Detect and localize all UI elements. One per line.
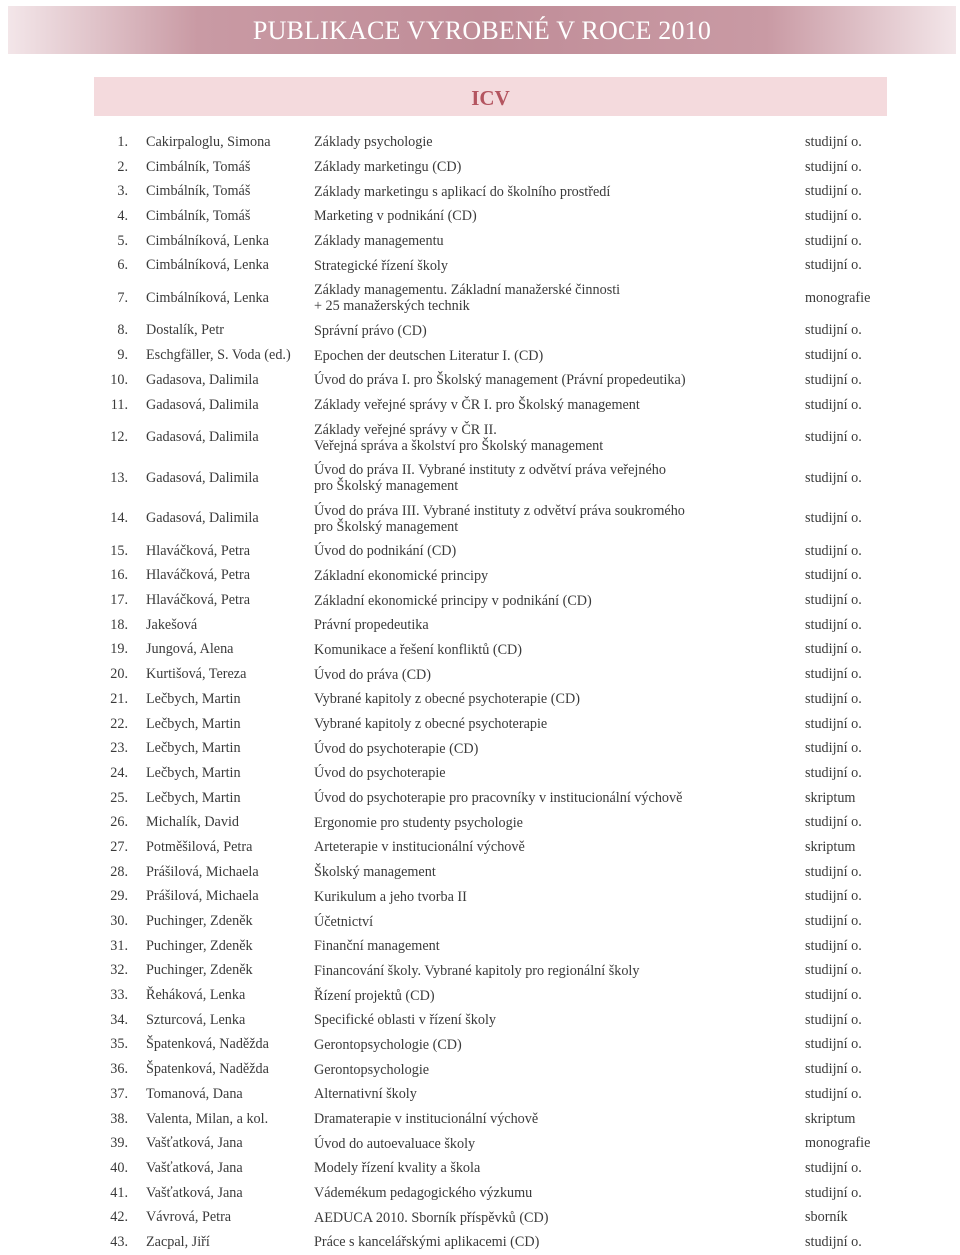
publication-number: 1. <box>117 133 128 150</box>
publication-number: 8. <box>117 322 128 339</box>
publication-row <box>0 959 960 984</box>
section-title: ICV <box>471 86 510 110</box>
publication-author: Řeháková, Lenka <box>146 987 246 1004</box>
publication-number: 17. <box>110 592 128 609</box>
publication-row <box>0 229 960 254</box>
publication-type: studijní o. <box>805 962 862 979</box>
publication-author: Lečbych, Martin <box>146 764 241 781</box>
publication-type: studijní o. <box>805 207 862 224</box>
publication-title: Základní ekonomické principy v podnikání (CD) <box>314 592 592 609</box>
publication-title-line-1: Základy veřejné správy v ČR II. <box>314 421 497 438</box>
publication-title-line-2: pro Školský management <box>314 478 459 495</box>
publication-author: Cimbálníková, Lenka <box>146 257 269 274</box>
publication-row <box>0 687 960 712</box>
publication-author: Tomanová, Dana <box>146 1085 243 1102</box>
publication-number: 15. <box>110 542 128 559</box>
publication-author: Puchinger, Zdeněk <box>146 937 253 954</box>
publication-type: studijní o. <box>805 1159 862 1176</box>
publication-type: studijní o. <box>805 133 862 150</box>
publication-author: Cimbálníková, Lenka <box>146 232 269 249</box>
publication-title: Alternativní školy <box>314 1086 417 1103</box>
publication-number: 41. <box>110 1184 128 1201</box>
publication-title: Řízení projektů (CD) <box>314 987 435 1004</box>
publication-author: Jakešová <box>146 616 198 633</box>
publication-number: 31. <box>110 937 128 954</box>
publication-row <box>0 835 960 860</box>
publication-title: Práce s kancelářskými aplikacemi (CD) <box>314 1234 540 1251</box>
publication-author: Hlaváčková, Petra <box>146 567 250 584</box>
publication-author: Hlaváčková, Petra <box>146 592 250 609</box>
publication-title: Úvod do práva I. pro Školský management (Právní propedeutika) <box>314 372 686 389</box>
publication-author: Prášilová, Michaela <box>146 888 259 905</box>
publication-row <box>0 934 960 959</box>
publication-author: Michalík, David <box>146 814 239 831</box>
publication-row <box>0 417 960 458</box>
publication-type: studijní o. <box>805 567 862 584</box>
publication-title <box>314 278 794 319</box>
publication-title: Základy marketingu (CD) <box>314 159 462 176</box>
publication-type: studijní o. <box>805 863 862 880</box>
publication-author: Cimbálník, Tomáš <box>146 158 251 175</box>
publication-title: Školský management <box>314 864 436 881</box>
publication-number: 22. <box>110 715 128 732</box>
publication-author: Dostalík, Petr <box>146 322 225 339</box>
publication-title: AEDUCA 2010. Sborník příspěvků (CD) <box>314 1209 549 1226</box>
publication-author: Eschgfäller, S. Voda (ed.) <box>146 347 291 364</box>
publication-type: studijní o. <box>805 1011 862 1028</box>
publication-number: 32. <box>110 962 128 979</box>
publication-number: 12. <box>110 429 128 446</box>
publication-number: 6. <box>117 257 128 274</box>
publication-title: Arteterapie v institucionální výchově <box>314 839 525 856</box>
publication-author: Potměšilová, Petra <box>146 838 253 855</box>
publication-row <box>0 1008 960 1033</box>
publication-type: studijní o. <box>805 257 862 274</box>
publication-title: Úvod do práva (CD) <box>314 666 432 683</box>
publication-row <box>0 885 960 910</box>
publication-type: studijní o. <box>805 510 862 527</box>
publication-row <box>0 319 960 344</box>
publication-number: 21. <box>110 690 128 707</box>
publication-title: Vybrané kapitoly z obecné psychoterapie (CD) <box>314 691 580 708</box>
publication-title: Gerontopsychologie (CD) <box>314 1036 462 1053</box>
page-title: PUBLIKACE VYROBENÉ V ROCE 2010 <box>252 16 712 45</box>
publication-author: Valenta, Milan, a kol. <box>146 1110 269 1127</box>
publication-row <box>0 368 960 393</box>
publication-number: 5. <box>117 232 128 249</box>
publication-type: studijní o. <box>805 469 862 486</box>
publication-row <box>0 393 960 418</box>
publication-title: Epochen der deutschen Literatur I. (CD) <box>314 347 544 364</box>
publication-type: studijní o. <box>805 347 862 364</box>
publication-number: 4. <box>117 207 128 224</box>
publication-row <box>0 1082 960 1107</box>
publication-row <box>0 1205 960 1230</box>
publication-title: Úvod do psychoterapie (CD) <box>314 740 479 757</box>
publication-number: 35. <box>110 1036 128 1053</box>
publication-title: Specifické oblasti v řízení školy <box>314 1012 497 1029</box>
publication-row <box>0 860 960 885</box>
publication-author: Cimbálník, Tomáš <box>146 183 251 200</box>
publication-title: Úvod do psychoterapie <box>314 765 446 782</box>
publication-number: 37. <box>110 1085 128 1102</box>
publication-row <box>0 278 960 319</box>
publication-row <box>0 155 960 180</box>
publication-number: 40. <box>110 1159 128 1176</box>
publication-author: Lečbych, Martin <box>146 740 241 757</box>
publication-row <box>0 204 960 229</box>
publication-type: studijní o. <box>805 740 862 757</box>
publication-type: studijní o. <box>805 592 862 609</box>
publication-type: studijní o. <box>805 814 862 831</box>
publication-author: Vašťatková, Jana <box>146 1135 243 1152</box>
publication-title <box>314 498 794 539</box>
publication-row <box>0 786 960 811</box>
publication-title-line-1: Úvod do práva III. Vybrané instituty z odvětví práva soukromého <box>314 502 685 519</box>
publication-number: 38. <box>110 1110 128 1127</box>
publication-author: Špatenková, Naděžda <box>146 1036 269 1053</box>
publication-row <box>0 1107 960 1132</box>
publication-row <box>0 712 960 737</box>
publication-type: studijní o. <box>805 1061 862 1078</box>
publication-author: Hlaváčková, Petra <box>146 542 250 559</box>
publication-type: monografie <box>805 1135 871 1152</box>
publication-type: studijní o. <box>805 542 862 559</box>
publication-number: 24. <box>110 764 128 781</box>
publication-author: Vávrová, Petra <box>146 1209 232 1226</box>
publication-title: Základní ekonomické principy <box>314 567 489 584</box>
publication-number: 7. <box>117 289 128 306</box>
publication-row <box>0 458 960 499</box>
publication-type: studijní o. <box>805 1085 862 1102</box>
publication-title-line-2: + 25 manažerských technik <box>314 298 470 315</box>
publication-title: Dramaterapie v institucionální výchově <box>314 1111 539 1128</box>
publication-type: studijní o. <box>805 715 862 732</box>
publication-number: 19. <box>110 641 128 658</box>
publication-title: Úvod do autoevaluace školy <box>314 1135 476 1152</box>
publication-type: studijní o. <box>805 1184 862 1201</box>
publication-number: 10. <box>110 371 128 388</box>
publication-title-line-1: Základy managementu. Základní manažerské činnosti <box>314 282 621 299</box>
publication-title-line-2: pro Školský management <box>314 518 459 535</box>
publication-row <box>0 539 960 564</box>
publication-author: Puchinger, Zdeněk <box>146 962 253 979</box>
publication-row <box>0 736 960 761</box>
publication-title: Kurikulum a jeho tvorba II <box>314 888 467 905</box>
publication-type: studijní o. <box>805 371 862 388</box>
publication-type: skriptum <box>805 1110 856 1127</box>
publication-row <box>0 613 960 638</box>
publication-type: studijní o. <box>805 396 862 413</box>
publication-title: Účetnictví <box>314 913 374 930</box>
publication-type: studijní o. <box>805 764 862 781</box>
publication-row <box>0 179 960 204</box>
publication-type: studijní o. <box>805 913 862 930</box>
publication-row <box>0 909 960 934</box>
publication-author: Kurtišová, Tereza <box>146 666 247 683</box>
publication-author: Prášilová, Michaela <box>146 863 259 880</box>
publication-row <box>0 130 960 155</box>
publication-number: 18. <box>110 616 128 633</box>
publication-number: 28. <box>110 863 128 880</box>
publication-title: Vádemékum pedagogického výzkumu <box>314 1185 533 1202</box>
publication-author: Gadasová, Dalimila <box>146 469 259 486</box>
publication-number: 30. <box>110 913 128 930</box>
publication-number: 20. <box>110 666 128 683</box>
publication-title: Komunikace a řešení konfliktů (CD) <box>314 641 523 658</box>
publication-number: 29. <box>110 888 128 905</box>
publication-type: monografie <box>805 289 871 306</box>
publication-author: Cakirpaloglu, Simona <box>146 133 271 150</box>
publication-type: studijní o. <box>805 158 862 175</box>
publication-row <box>0 1033 960 1058</box>
publication-title: Úvod do podnikání (CD) <box>314 543 457 560</box>
publication-title: Správní právo (CD) <box>314 322 427 339</box>
publication-type: studijní o. <box>805 888 862 905</box>
publication-author: Lečbych, Martin <box>146 690 241 707</box>
publication-title: Marketing v podnikání (CD) <box>314 208 477 225</box>
publication-author: Lečbych, Martin <box>146 715 241 732</box>
publication-list <box>0 130 960 1255</box>
publication-title: Základy veřejné správy v ČR I. pro Školský management <box>314 397 640 414</box>
publication-title: Finanční management <box>314 938 440 955</box>
publication-author: Gadasová, Dalimila <box>146 396 259 413</box>
publication-number: 2. <box>117 158 128 175</box>
publication-author: Špatenková, Naděžda <box>146 1061 269 1078</box>
publication-type: studijní o. <box>805 232 862 249</box>
publication-type: studijní o. <box>805 987 862 1004</box>
publication-type: studijní o. <box>805 1036 862 1053</box>
publication-number: 14. <box>110 510 128 527</box>
publication-number: 26. <box>110 814 128 831</box>
publication-row <box>0 1057 960 1082</box>
publication-number: 13. <box>110 469 128 486</box>
publication-author: Gadasová, Dalimila <box>146 429 259 446</box>
publication-type: studijní o. <box>805 616 862 633</box>
publication-type: studijní o. <box>805 322 862 339</box>
publication-type: studijní o. <box>805 1233 862 1250</box>
publication-number: 11. <box>110 396 128 413</box>
publication-number: 23. <box>110 740 128 757</box>
publication-author: Gadasova, Dalimila <box>146 371 259 388</box>
publication-title: Financování školy. Vybrané kapitoly pro regionální školy <box>314 962 640 979</box>
publication-number: 43. <box>110 1233 128 1250</box>
publication-type: skriptum <box>805 838 856 855</box>
publication-number: 39. <box>110 1135 128 1152</box>
publication-number: 25. <box>110 789 128 806</box>
publication-title: Základy psychologie <box>314 134 433 151</box>
publication-type: studijní o. <box>805 429 862 446</box>
publication-type: sborník <box>805 1209 848 1226</box>
publication-number: 34. <box>110 1011 128 1028</box>
publication-author: Szturcová, Lenka <box>146 1011 246 1028</box>
header-banner <box>8 6 956 54</box>
publication-number: 27. <box>110 838 128 855</box>
publication-type: studijní o. <box>805 641 862 658</box>
publication-title: Základy marketingu s aplikací do školního prostředí <box>314 183 611 200</box>
publication-author: Jungová, Alena <box>146 641 234 658</box>
publication-row <box>0 1131 960 1156</box>
publication-title: Gerontopsychologie <box>314 1061 430 1078</box>
publication-number: 9. <box>117 347 128 364</box>
publication-row <box>0 983 960 1008</box>
publication-title: Úvod do psychoterapie pro pracovníky v institucionální výchově <box>314 790 683 807</box>
publication-title: Strategické řízení školy <box>314 257 448 274</box>
publication-type: studijní o. <box>805 937 862 954</box>
publication-title: Vybrané kapitoly z obecné psychoterapie <box>314 716 548 733</box>
publication-author: Zacpal, Jiří <box>146 1233 210 1250</box>
publication-row <box>0 761 960 786</box>
publication-title-line-2: Veřejná správa a školství pro Školský management <box>314 437 604 454</box>
publication-row <box>0 498 960 539</box>
publication-title: Ergonomie pro studenty psychologie <box>314 814 523 831</box>
publication-author: Lečbych, Martin <box>146 789 241 806</box>
publication-row <box>0 1156 960 1181</box>
publication-row <box>0 810 960 835</box>
publication-row <box>0 253 960 278</box>
publication-row <box>0 638 960 663</box>
publication-author: Cimbálníková, Lenka <box>146 289 269 306</box>
publication-row <box>0 588 960 613</box>
publication-title <box>314 417 794 458</box>
publication-title: Modely řízení kvality a škola <box>314 1160 481 1177</box>
publication-row <box>0 343 960 368</box>
publication-title: Právní propedeutika <box>314 617 429 634</box>
publication-row <box>0 564 960 589</box>
publication-type: skriptum <box>805 789 856 806</box>
publication-type: studijní o. <box>805 183 862 200</box>
publication-title: Základy managementu <box>314 233 444 250</box>
publication-author: Vašťatková, Jana <box>146 1159 243 1176</box>
publication-type: studijní o. <box>805 666 862 683</box>
publication-number: 33. <box>110 987 128 1004</box>
publication-row <box>0 1230 960 1255</box>
publication-author: Puchinger, Zdeněk <box>146 913 253 930</box>
publication-row <box>0 1181 960 1206</box>
publication-number: 36. <box>110 1061 128 1078</box>
publication-author: Gadasová, Dalimila <box>146 510 259 527</box>
publication-row <box>0 662 960 687</box>
publication-author: Vašťatková, Jana <box>146 1184 243 1201</box>
publication-number: 16. <box>110 567 128 584</box>
publication-number: 3. <box>117 183 128 200</box>
publication-title-line-1: Úvod do práva II. Vybrané instituty z odvětví práva veřejného <box>314 462 666 479</box>
publication-number: 42. <box>110 1209 128 1226</box>
publication-title <box>314 458 794 499</box>
publication-type: studijní o. <box>805 690 862 707</box>
publication-author: Cimbálník, Tomáš <box>146 207 251 224</box>
section-header <box>94 77 887 116</box>
